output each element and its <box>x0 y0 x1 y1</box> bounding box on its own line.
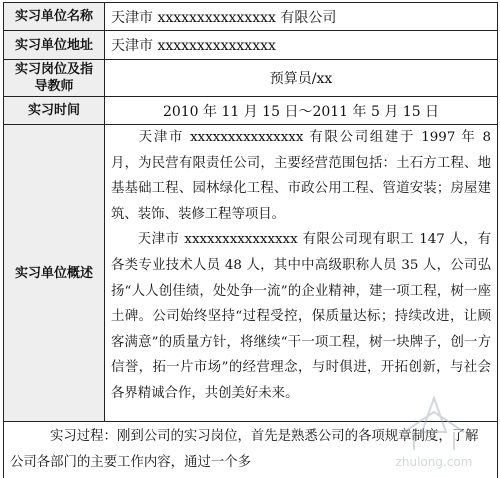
value-position: 预算员/xx <box>105 60 498 97</box>
row-unit-name <box>4 3 498 31</box>
label-unit-name: 实习单位名称 <box>4 3 105 31</box>
row-time <box>4 97 498 125</box>
building-logo-watermark-icon <box>374 392 494 472</box>
value-time: 2010 年 11 月 15 日～2011 年 5 月 15 日 <box>105 97 498 125</box>
label-unit-address: 实习单位地址 <box>4 31 105 60</box>
overview-paragraph-2-text: 天津市 xxxxxxxxxxxxxxx 有限公司现有职工 147 人，有各类专业技术人员 48 人，其中中高级职称人员 35 人，公司弘扬“人人创佳绩，处处争一流”的企业精神，建一项工程，树一座土碑。公司始终坚持“过程受控，保质量达标；持续改进，让顾客满意”的质量方针，将继续“干一项工程，树一块牌子，创一方信誉，拓一片市场”的经营理念，与时俱进，开拓创新，与社会各界精诚合作，共创美好未来。 <box>111 232 491 401</box>
value-unit-address: 天津市 xxxxxxxxxxxxxxx <box>105 31 498 60</box>
label-time: 实习时间 <box>4 97 105 125</box>
overview-paragraph-1 <box>105 125 497 227</box>
row-position <box>4 60 498 97</box>
row-unit-address <box>4 31 498 60</box>
label-position <box>4 60 105 97</box>
label-position-line2: 导教师 <box>34 79 74 94</box>
overview-cell <box>105 125 498 422</box>
label-position-line1: 实习岗位及指 <box>14 62 93 77</box>
watermark-text: zhulong.com <box>395 455 473 469</box>
row-overview <box>4 125 498 422</box>
value-unit-name: 天津市 xxxxxxxxxxxxxxx 有限公司 <box>105 3 498 31</box>
process-text: 实习过程：刚到公司的实习岗位，首先是熟悉公司的各项规章制度，了解公司各部门的主要工作内容，通过一个多 <box>10 429 479 470</box>
label-overview: 实习单位概述 <box>4 125 105 422</box>
overview-paragraph-2 <box>105 227 497 406</box>
overview-paragraph-1-text: 天津市 xxxxxxxxxxxxxxx 有限公司组建于 1997 年 8 月，为民营有限责任公司，主要经营范围包括：土石方工程、地基基础工程、园林绿化工程、市政公用工程、管道安装；房屋建筑、装饰、装修工程等项目。 <box>111 130 491 222</box>
